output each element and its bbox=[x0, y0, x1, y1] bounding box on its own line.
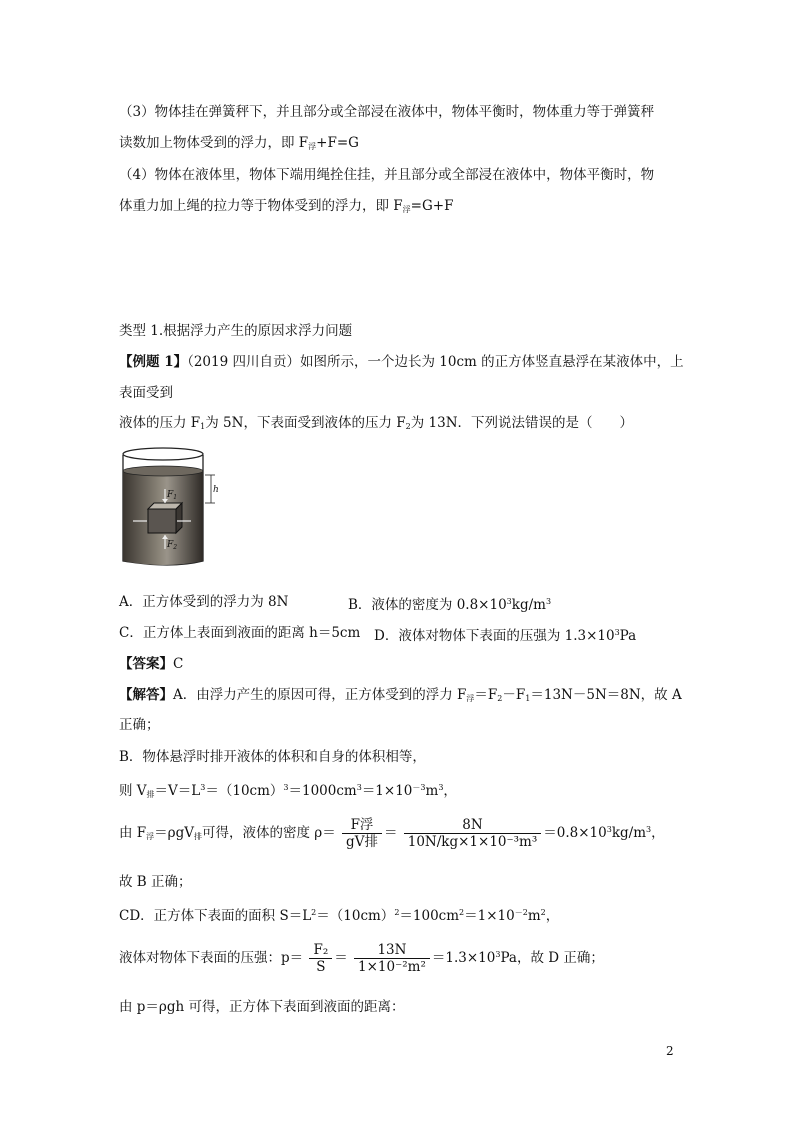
solution-cd-line2: 液体对物体下表面的压强：p＝ $\frac{\text{F₂}}{S}$ ＝ $\frac{13N}{\text{1×10⁻²m²}}$ $=1.3\times 10^3Pa$，故 D 正确； bbox=[119, 942, 604, 975]
page-number: 2 bbox=[666, 1044, 674, 1058]
answer: 【答案】C bbox=[119, 656, 184, 672]
section-heading: 类型 1.根据浮力产生的原因求浮力问题 bbox=[119, 323, 353, 339]
intro-p3-line2: 读数加上物体受到的浮力，即 $F_浮+F=G$ bbox=[119, 135, 359, 151]
beaker-illustration bbox=[119, 445, 223, 569]
intro-p3-line1: （3）物体挂在弹簧秤下，并且部分或全部浸在液体中，物体平衡时，物体重力等于弹簧秤 bbox=[119, 104, 655, 120]
density-fraction-2: $\frac{8N}{\text{10N/kg×1×10⁻³m³}}$ bbox=[404, 817, 542, 850]
solution-a-line1: 【解答】A．由浮力产生的原因可得，正方体受到的浮力 $F_浮=F_2-F_1=13N-5N=8N$，故 A bbox=[119, 687, 682, 703]
option-d: D．液体对物体下表面的压强为 $1.3\times 10^3Pa$ bbox=[374, 628, 637, 644]
example-line3: 液体的压力 $F_1$为 5N，下表面受到液体的压力 $F_2$为 13N．下列说法错误的是（ ） bbox=[119, 415, 634, 431]
intro-p4-line1: （4）物体在液体里，物体下端用绳拴住挂，并且部分或全部浸在液体中，物体平衡时，物 bbox=[119, 167, 655, 183]
density-fraction-1: $\frac{\text{F浮}}{\text{gV排}}$ bbox=[342, 817, 382, 850]
figure-label-f2: $F_2$ bbox=[167, 540, 178, 551]
pressure-fraction-2: $\frac{13N}{\text{1×10⁻²m²}}$ bbox=[354, 942, 430, 975]
solution-b-line1: B．物体悬浮时排开液体的体积和自身的体积相等， bbox=[119, 749, 426, 765]
solution-b-line2: 则 $V_排=V=L^3=(10cm)^3=1000cm^3=1\times 10^{-3}m^3$， bbox=[119, 783, 457, 799]
example-line1: 【例题 1】（2019 四川自贡）如图所示，一个边长为 10cm 的正方体竖直悬浮在某液体中，上 bbox=[119, 354, 684, 370]
pressure-fraction-1: $\frac{\text{F₂}}{S}$ bbox=[309, 942, 332, 975]
figure-label-h: h bbox=[213, 485, 219, 495]
option-a: A．正方体受到的浮力为 8N bbox=[119, 594, 289, 610]
solution-cd-line1: CD．正方体下表面的面积 $S=L^2=(10cm)^2=100cm^2=1\times 10^{-2}m^2$， bbox=[119, 908, 560, 924]
option-b: B．液体的密度为 $0.8\times 10^3kg/m^3$ bbox=[348, 597, 552, 613]
figure-label-f1: $F_1$ bbox=[167, 490, 178, 501]
intro-p4-line2: 体重力加上绳的拉力等于物体受到的浮力，即 $F_浮=G+F$ bbox=[119, 198, 454, 214]
solution-last-line: 由 p＝ρgh 可得，正方体下表面到液面的距离： bbox=[119, 999, 405, 1015]
solution-b-line4: 故 B 正确； bbox=[119, 874, 192, 890]
example-line2: 表面受到 bbox=[119, 385, 173, 401]
solution-b-line3: 由 $F_浮=\rho gV_排$可得，液体的密度 ρ＝ $\frac{\text{F浮}}{\text{gV排}}$ ＝ $\frac{8N}{\text{10N/kg×1×10⁻³m³}}$ $=0.8\times 10^3kg/m^3$， bbox=[119, 817, 665, 850]
solution-a-line2: 正确； bbox=[119, 717, 160, 733]
option-c: C．正方体上表面到液面的距离 h＝5cm bbox=[119, 625, 361, 641]
beaker-figure bbox=[119, 445, 223, 573]
